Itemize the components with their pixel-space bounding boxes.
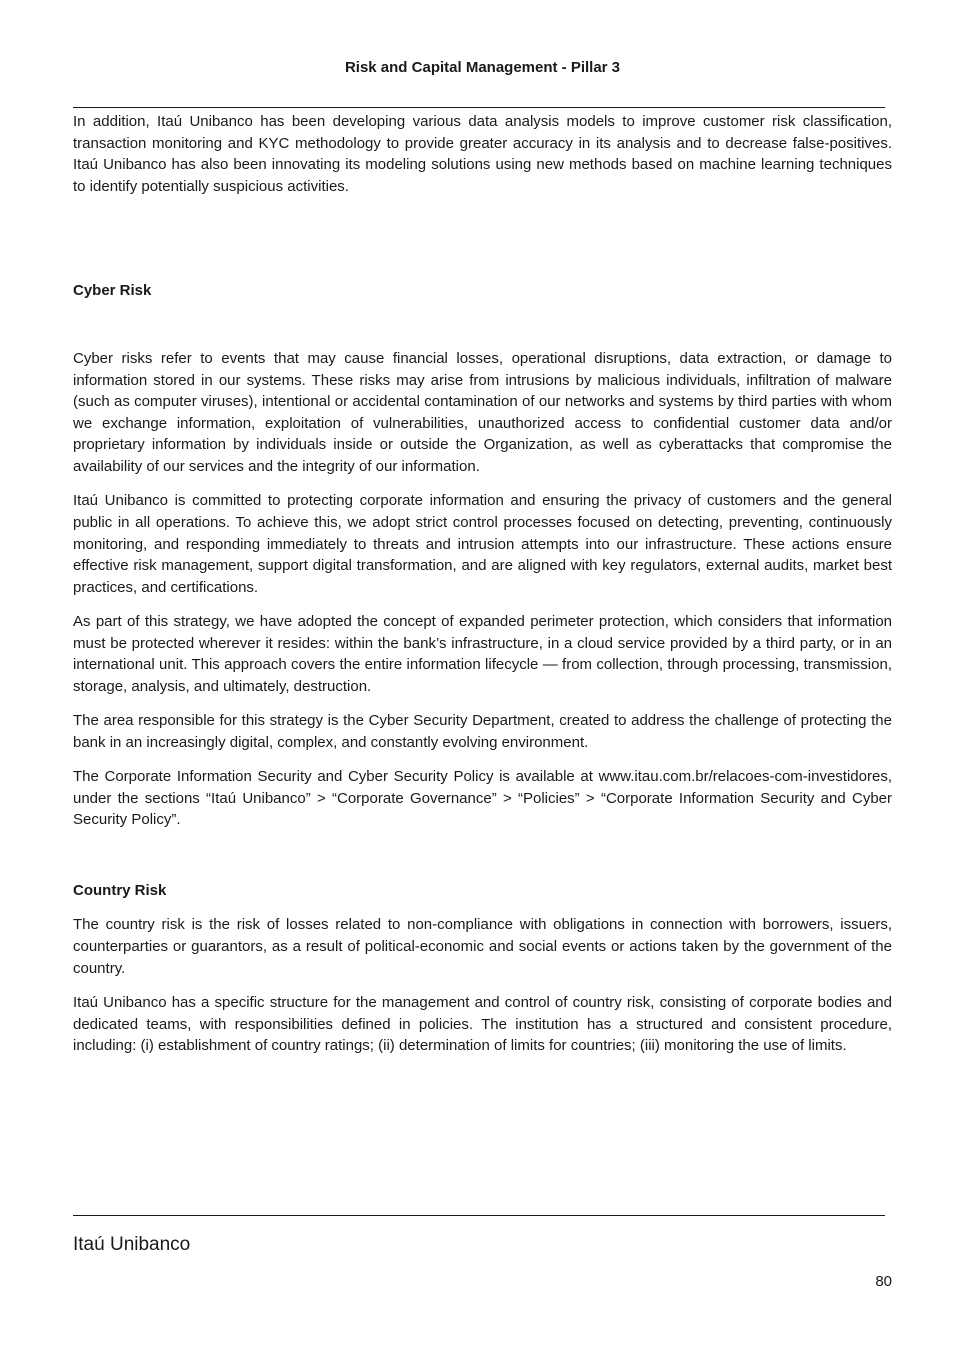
cyber-risk-paragraph: The Corporate Information Security and Cyber Security Policy is available at www.itau.com.br/relacoes-com-investidores, under the sections “Itaú Unibanco” > “Corporate Governance” > “Policies” > “Corporate Information Security and Cyber Security Policy”. xyxy=(73,768,892,829)
cyber-risk-heading-block xyxy=(73,280,892,302)
country-risk-heading: Country Risk xyxy=(73,882,167,899)
cyber-risk-heading: Cyber Risk xyxy=(73,282,152,299)
intro-section xyxy=(73,111,892,197)
header-divider xyxy=(73,107,885,108)
country-risk-section xyxy=(73,880,892,1070)
page-title: Risk and Capital Management - Pillar 3 xyxy=(344,59,621,76)
footer-company-name: Itaú Unibanco xyxy=(73,1234,191,1255)
cyber-risk-paragraph: Itaú Unibanco is committed to protecting corporate information and ensuring the privacy of customers and the general public in all operations. To achieve this, we adopt strict control processes focused on detecting, preventing, continuously monitoring, and responding immediately to threats and intrusion attempts into our infrastructure. These actions ensure effective risk management, support digital transformation, and are aligned with key regulators, external audits, market best practices, and certifications. xyxy=(73,492,892,596)
cyber-risk-section xyxy=(73,348,892,844)
cyber-risk-paragraph: Cyber risks refer to events that may cause financial losses, operational disruptions, data extraction, or damage to information stored in our systems. These risks may arise from intrusions by malicious individuals, infiltration of malware (such as computer viruses), intentional or accidental contamination of our networks and systems by third parties with whom we exchange information, exploitation of vulnerabilities, unauthorized access to confidential customer data and/or proprietary information by individuals inside or outside the Organization, as well as cyberattacks that compromise the availability of our services and the integrity of our information. xyxy=(73,350,892,475)
page-number: 80 xyxy=(875,1273,892,1290)
country-risk-paragraph: Itaú Unibanco has a specific structure for the management and control of country risk, consisting of corporate bodies and dedicated teams, with responsibilities defined in policies. The institution has a structured and consistent procedure, including: (i) establishment of country ratings; (ii) determination of limits for countries; (iii) monitoring the use of limits. xyxy=(73,993,892,1055)
country-risk-paragraph: The country risk is the risk of losses related to non-compliance with obligations in connection with borrowers, issuers, counterparties or guarantors, as a result of political-economic and social events or actions taken by the government of the country. xyxy=(73,916,892,977)
cyber-risk-paragraph: As part of this strategy, we have adopted the concept of expanded perimeter protection, which considers that information must be protected wherever it resides: within the bank’s infrastructure, in a cloud service provided by a third party, or in an international unit. This approach covers the entire information lifecycle — from collection, through processing, transmission, storage, analysis, and ultimately, destruction. xyxy=(73,613,892,695)
footer-divider xyxy=(73,1215,885,1216)
cyber-risk-paragraph: The area responsible for this strategy is the Cyber Security Department, created to address the challenge of protecting the bank in an increasingly digital, complex, and constantly evolving environment. xyxy=(73,712,892,751)
intro-paragraph: In addition, Itaú Unibanco has been developing various data analysis models to improve customer risk classification, transaction monitoring and KYC methodology to provide greater accuracy in its analysis and to decrease false-positives. Itaú Unibanco has also been innovating its modeling solutions using new methods based on machine learning techniques to identify potentially suspicious activities. xyxy=(73,113,892,195)
